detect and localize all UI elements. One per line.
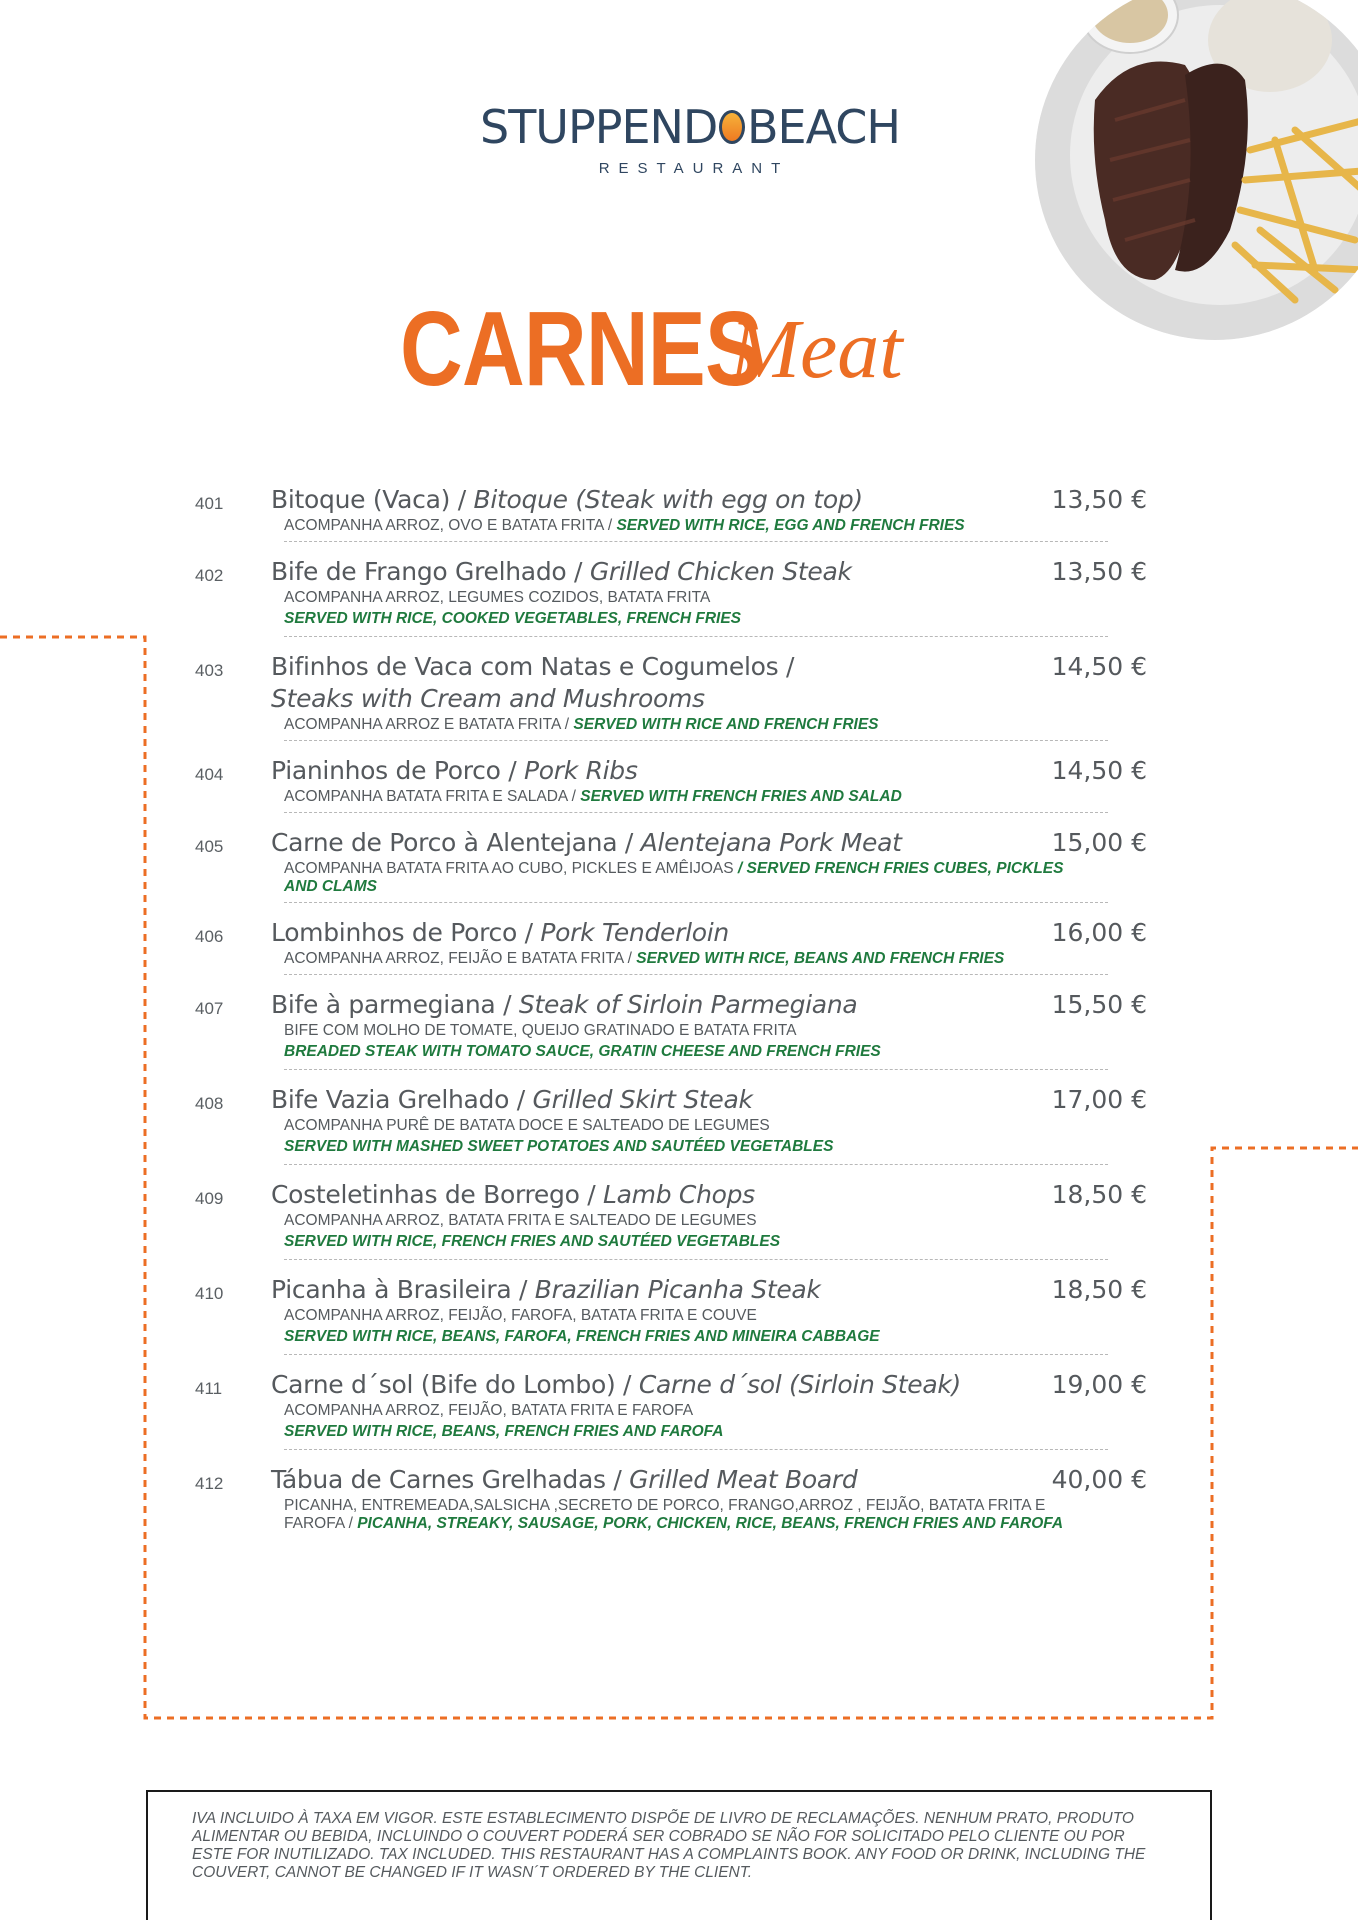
item-name-en: Alentejana Pork Meat <box>640 828 902 857</box>
item-price: 17,00 € <box>1051 1085 1147 1114</box>
item-name-pt: Bitoque (Vaca) / <box>271 485 474 514</box>
menu-item <box>190 1464 1150 1533</box>
item-name-pt: Bife à parmegiana / <box>271 990 519 1019</box>
item-name-en: Carne d´sol (Sirloin Steak) <box>638 1370 961 1399</box>
logo-wordmark <box>480 100 900 154</box>
item-description-en-line2 <box>190 1231 1150 1253</box>
footer-disclaimer-text: IVA INCLUIDO À TAXA EM VIGOR. ESTE ESTABLECIMENTO DISPÕE DE LIVRO DE RECLAMAÇÕES. NENHUM PRATO, PRODUTO ALIMENTAR OU BEBIDA, INCLUINDO O COUVERT PODERÁ SER COBRADO SE NÃO FOR SOLICITADO PELO CLIENTE OU POR ESTE FOR INUTILIZADO. TAX INCLUDED. THIS RESTAURANT HAS A COMPLAINTS BOOK. ANY FOOD OR DRINK, INCLUDING THE COUVERT, CANNOT BE CHANGED IF IT WASN´T ORDERED BY THE CLIENT. <box>192 1810 1146 1881</box>
item-name <box>190 484 1040 516</box>
item-price: 13,50 € <box>1051 557 1147 586</box>
item-description-pt: ACOMPANHA ARROZ, OVO E BATATA FRITA / <box>284 517 617 534</box>
item-description-en-line2 <box>190 1326 1150 1348</box>
item-description-en2: SERVED WITH RICE, FRENCH FRIES AND SAUTÉED VEGETABLES <box>284 1233 781 1250</box>
sun-icon <box>719 110 745 144</box>
menu-item <box>190 917 1150 975</box>
item-name-pt: Picanha à Brasileira / <box>271 1275 535 1304</box>
item-description-en: SERVED WITH FRENCH FRIES AND SALAD <box>580 788 902 805</box>
steak-plate-illustration <box>1035 0 1358 340</box>
item-separator <box>284 812 1108 813</box>
menu-item <box>190 827 1150 903</box>
item-description <box>190 517 1070 535</box>
item-name <box>190 651 1040 683</box>
title-portuguese: CARNES <box>400 290 763 408</box>
item-number: 406 <box>195 927 224 946</box>
item-description-pt: ACOMPANHA BATATA FRITA AO CUBO, PICKLES E AMÊIJOAS <box>284 860 738 877</box>
item-separator <box>284 1259 1108 1260</box>
item-name-en: Pork Ribs <box>524 756 638 785</box>
item-name-pt: Tábua de Carnes Grelhadas / <box>271 1465 630 1494</box>
item-description-en-line2 <box>190 1421 1150 1443</box>
item-description <box>190 950 1070 968</box>
item-description-pt: BIFE COM MOLHO DE TOMATE, QUEIJO GRATINADO E BATATA FRITA <box>284 1022 797 1039</box>
item-number: 412 <box>195 1474 224 1493</box>
item-number: 405 <box>195 837 224 856</box>
menu-item <box>190 989 1150 1070</box>
item-description <box>190 1402 1070 1420</box>
item-description-en-line2 <box>190 1041 1150 1063</box>
item-number: 404 <box>195 765 224 784</box>
item-name-pt: Pianinhos de Porco / <box>271 756 525 785</box>
page-title <box>400 290 980 408</box>
logo-subtitle: RESTAURANT <box>598 160 790 177</box>
title-english: Meat <box>730 303 903 396</box>
menu-item <box>190 1369 1150 1450</box>
item-separator <box>284 1449 1108 1450</box>
item-description-en: PICANHA, STREAKY, SAUSAGE, PORK, CHICKEN, RICE, BEANS, FRENCH FRIES AND FAROFA <box>357 1515 1064 1532</box>
item-name-pt: Carne d´sol (Bife do Lombo) / <box>271 1370 639 1399</box>
item-description-pt: ACOMPANHA BATATA FRITA E SALADA / <box>284 788 581 805</box>
item-price: 15,50 € <box>1051 990 1147 1019</box>
item-description-en2: SERVED WITH MASHED SWEET POTATOES AND SAUTÉED VEGETABLES <box>284 1138 834 1155</box>
item-description-pt: PICANHA, ENTREMEADA,SALSICHA ,SECRETO DE PORCO, FRANGO,ARROZ , FEIJÃO, BATATA FRITA E FAROFA / <box>284 1497 1046 1532</box>
menu-item <box>190 755 1150 813</box>
item-description-en2: SERVED WITH RICE, BEANS, FAROFA, FRENCH FRIES AND MINEIRA CABBAGE <box>284 1328 880 1345</box>
item-name <box>190 989 1040 1021</box>
item-description-en: SERVED WITH RICE, EGG AND FRENCH FRIES <box>616 517 965 534</box>
menu-item <box>190 556 1150 637</box>
item-price: 19,00 € <box>1051 1370 1147 1399</box>
item-description <box>190 788 1070 806</box>
item-separator <box>284 636 1108 637</box>
item-name-pt: Bife Vazia Grelhado / <box>271 1085 533 1114</box>
item-description-pt: ACOMPANHA PURÊ DE BATATA DOCE E SALTEADO DE LEGUMES <box>284 1117 770 1134</box>
item-price: 15,00 € <box>1051 828 1147 857</box>
menu-item <box>190 1179 1150 1260</box>
item-description-en: SERVED WITH RICE AND FRENCH FRIES <box>573 716 879 733</box>
item-description <box>190 1212 1070 1230</box>
item-separator <box>284 1069 1108 1070</box>
item-description <box>190 716 1070 734</box>
item-price: 13,50 € <box>1051 485 1147 514</box>
item-name <box>190 1179 1040 1211</box>
item-separator <box>284 1354 1108 1355</box>
item-name-en: Pork Tenderloin <box>540 918 729 947</box>
item-name-pt: Bifinhos de Vaca com Natas e Cogumelos / <box>271 652 795 681</box>
item-name-en: Bitoque (Steak with egg on top) <box>473 485 863 514</box>
item-description-pt: ACOMPANHA ARROZ, FEIJÃO E BATATA FRITA / <box>284 950 637 967</box>
item-number: 407 <box>195 999 224 1018</box>
item-description-pt: ACOMPANHA ARROZ, LEGUMES COZIDOS, BATATA FRITA <box>284 589 711 606</box>
item-description-en2: SERVED WITH RICE, COOKED VEGETABLES, FRENCH FRIES <box>284 610 742 627</box>
item-number: 410 <box>195 1284 224 1303</box>
item-name <box>190 556 1040 588</box>
item-description-en: SERVED WITH RICE, BEANS AND FRENCH FRIES <box>636 950 1005 967</box>
item-number: 401 <box>195 494 224 513</box>
item-description <box>190 1307 1070 1325</box>
item-price: 40,00 € <box>1051 1465 1147 1494</box>
item-name-en: Lamb Chops <box>603 1180 755 1209</box>
item-name-en: Grilled Skirt Steak <box>532 1085 753 1114</box>
item-name <box>190 827 1040 859</box>
footer-disclaimer-box <box>146 1790 1212 1920</box>
item-number: 402 <box>195 566 224 585</box>
item-description-pt: ACOMPANHA ARROZ, FEIJÃO, BATATA FRITA E FAROFA <box>284 1402 694 1419</box>
menu-item <box>190 484 1150 542</box>
item-description-en2: SERVED WITH RICE, BEANS, FRENCH FRIES AND FAROFA <box>284 1423 724 1440</box>
item-description <box>190 1497 1070 1533</box>
item-price: 14,50 € <box>1051 756 1147 785</box>
item-description <box>190 1117 1070 1135</box>
item-name-en2: Steaks with Cream and Mushrooms <box>271 684 705 713</box>
item-description-en: / SERVED FRENCH FRIES CUBES, PICKLES AND CLAMS <box>284 860 1064 895</box>
menu-list <box>190 484 1150 1533</box>
menu-item <box>190 1084 1150 1165</box>
item-description-pt: ACOMPANHA ARROZ E BATATA FRITA / <box>284 716 574 733</box>
item-name <box>190 1369 1040 1401</box>
restaurant-logo <box>480 100 900 177</box>
item-name-pt: Lombinhos de Porco / <box>271 918 541 947</box>
item-separator <box>284 1164 1108 1165</box>
item-description-en-line2 <box>190 1136 1150 1158</box>
item-description-pt: ACOMPANHA ARROZ, FEIJÃO, FAROFA, BATATA FRITA E COUVE <box>284 1307 757 1324</box>
logo-word-left: STUPPEND <box>480 100 718 154</box>
item-number: 408 <box>195 1094 224 1113</box>
item-name-pt: Carne de Porco à Alentejana / <box>271 828 641 857</box>
item-description <box>190 1022 1070 1040</box>
item-separator <box>284 974 1108 975</box>
item-name-en: Grilled Meat Board <box>629 1465 858 1494</box>
item-price: 18,50 € <box>1051 1275 1147 1304</box>
item-number: 411 <box>195 1379 223 1398</box>
item-name <box>190 755 1040 787</box>
item-name-en: Steak of Sirloin Parmegiana <box>518 990 858 1019</box>
item-name-en: Grilled Chicken Steak <box>589 557 852 586</box>
item-price: 14,50 € <box>1051 652 1147 681</box>
item-name <box>190 1084 1040 1116</box>
item-name <box>190 1274 1040 1306</box>
item-separator <box>284 740 1108 741</box>
item-name <box>190 917 1040 949</box>
steak-plate-photo <box>1035 0 1358 340</box>
item-price: 16,00 € <box>1051 918 1147 947</box>
menu-item <box>190 1274 1150 1355</box>
item-name <box>190 1464 1040 1496</box>
item-description-en-line2 <box>190 608 1150 630</box>
item-separator <box>284 541 1108 542</box>
item-number: 403 <box>195 661 224 680</box>
item-description-en2: BREADED STEAK WITH TOMATO SAUCE, GRATIN CHEESE AND FRENCH FRIES <box>284 1043 881 1060</box>
item-name-pt: Costeletinhas de Borrego / <box>271 1180 603 1209</box>
item-number: 409 <box>195 1189 224 1208</box>
item-description <box>190 589 1070 607</box>
item-name-en-line2 <box>190 683 1040 715</box>
item-description <box>190 860 1070 896</box>
logo-word-right: BEACH <box>747 100 900 154</box>
item-price: 18,50 € <box>1051 1180 1147 1209</box>
menu-item <box>190 651 1150 741</box>
item-description-pt: ACOMPANHA ARROZ, BATATA FRITA E SALTEADO DE LEGUMES <box>284 1212 757 1229</box>
item-separator <box>284 902 1108 903</box>
item-name-en: Brazilian Picanha Steak <box>534 1275 821 1304</box>
item-name-pt: Bife de Frango Grelhado / <box>271 557 590 586</box>
